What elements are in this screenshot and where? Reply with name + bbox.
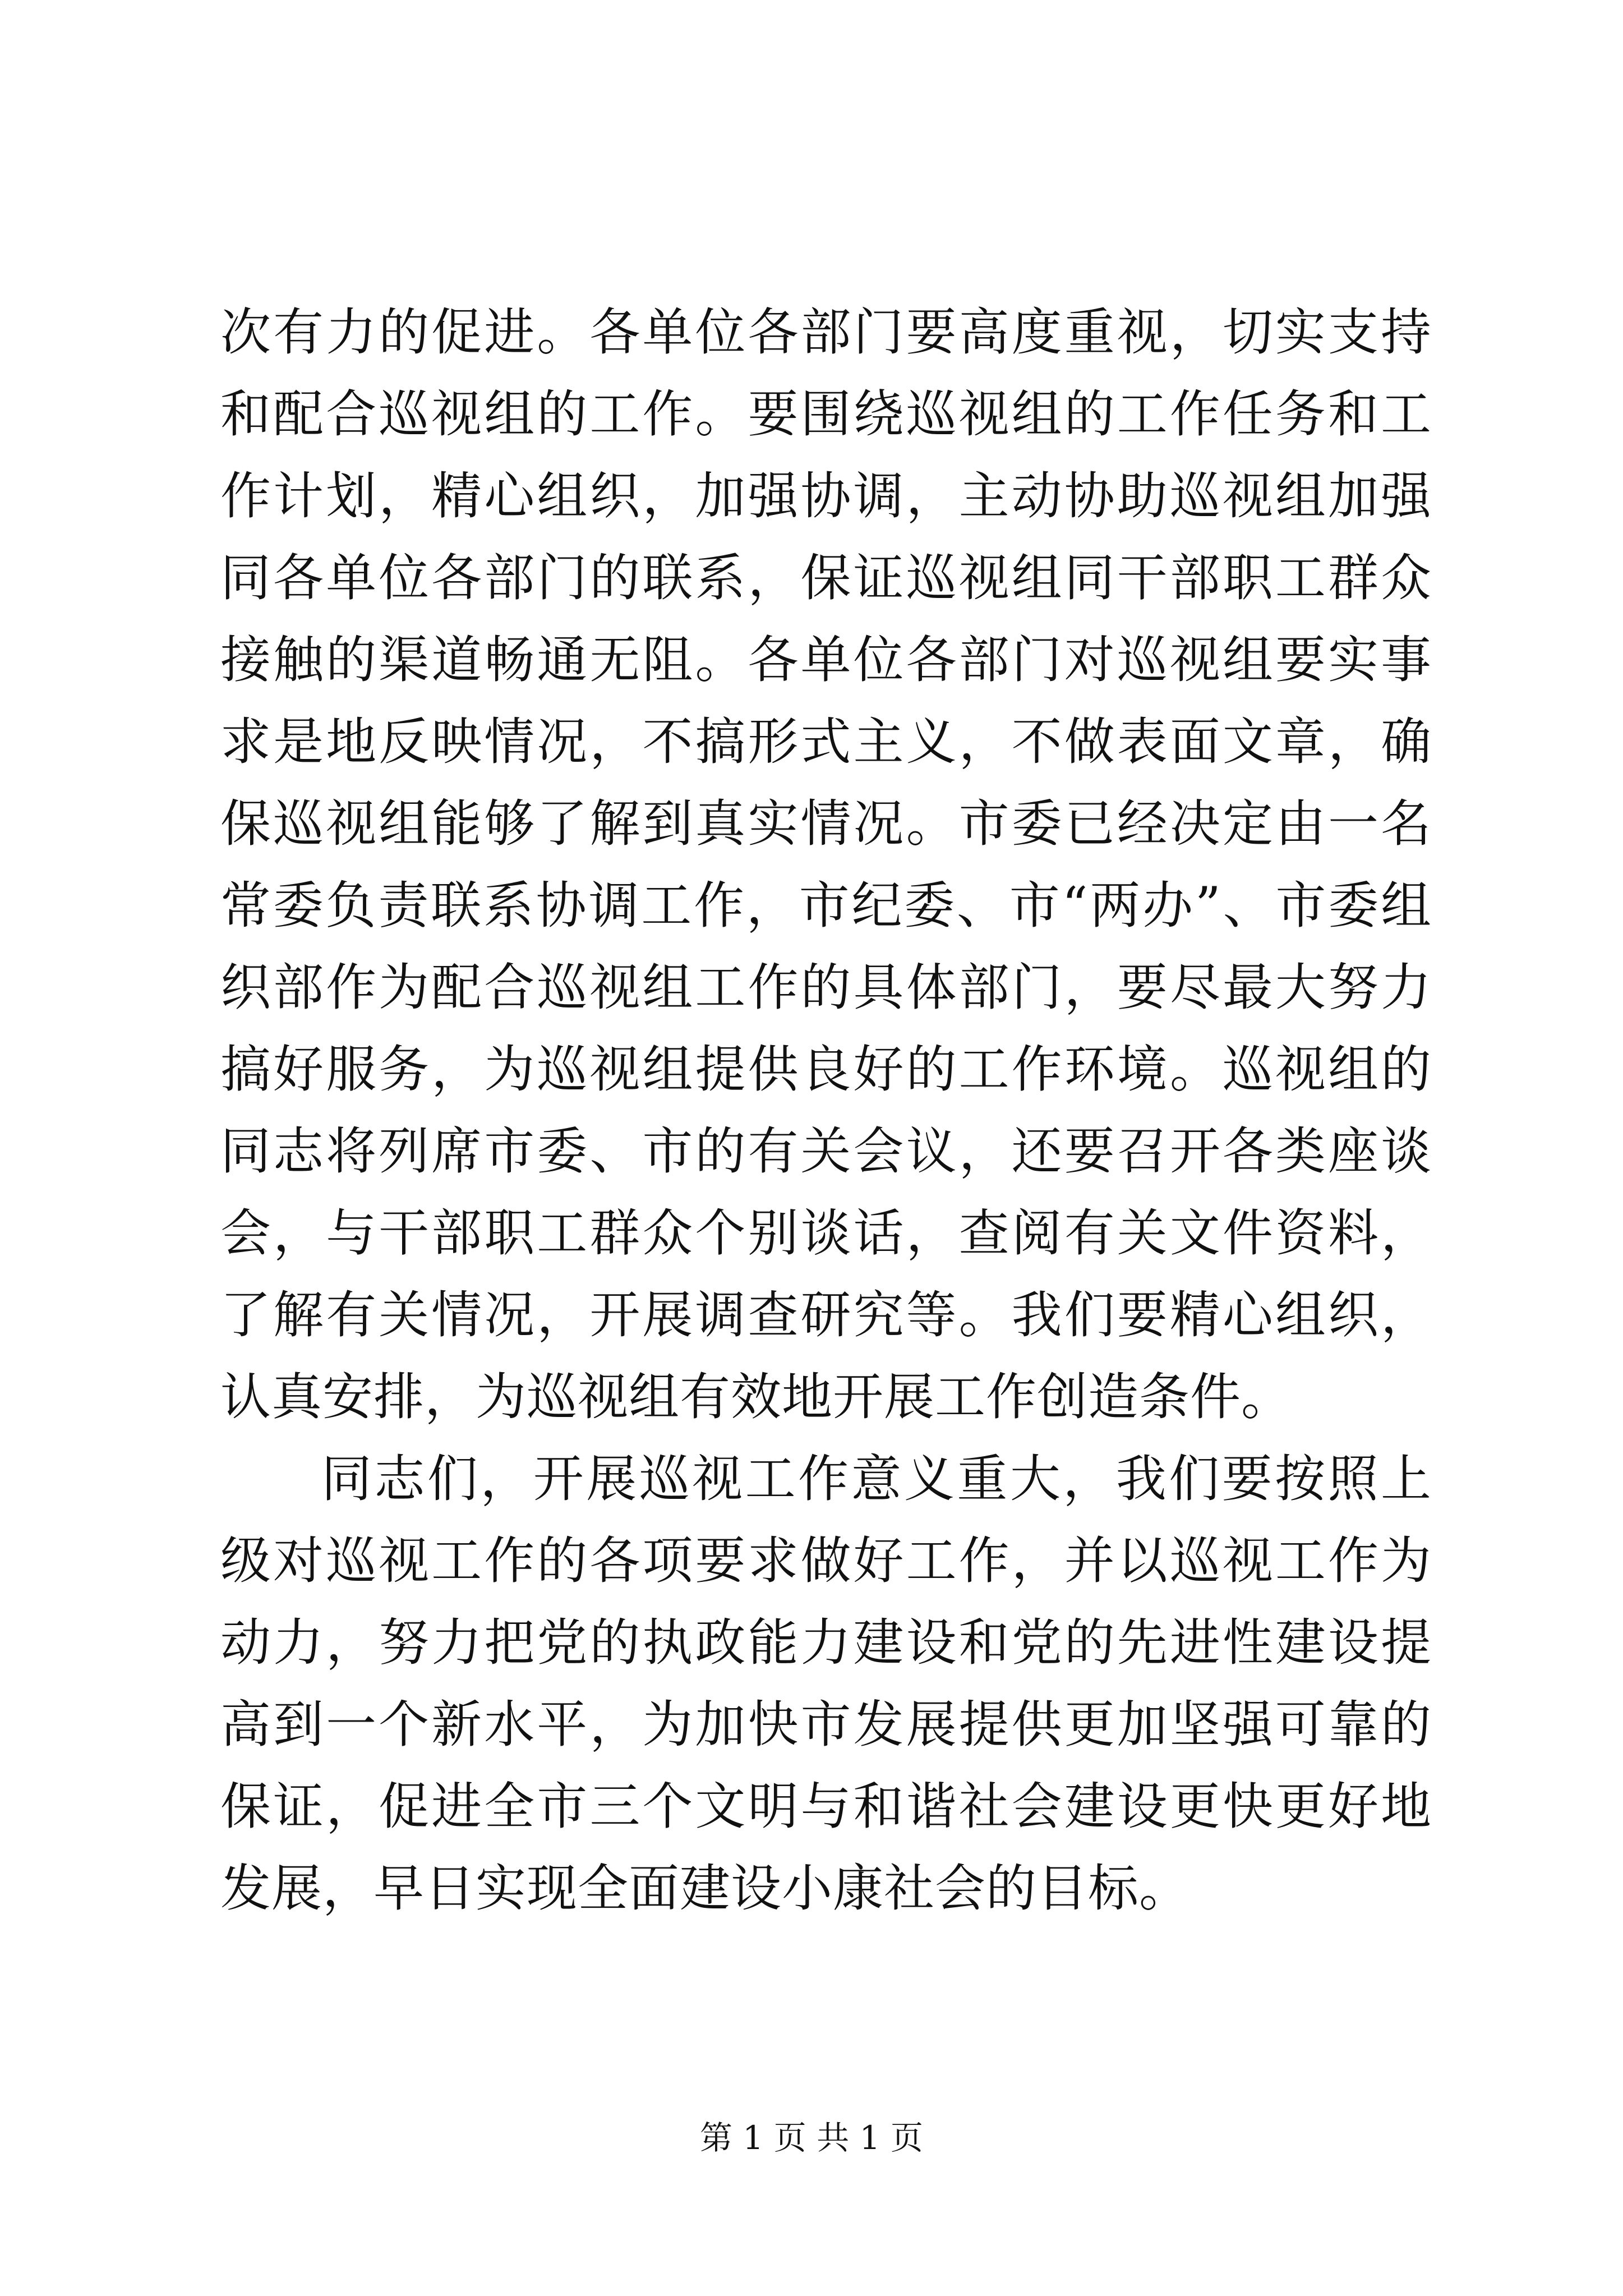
- document-body: [220, 292, 1432, 1930]
- paragraph-closing: 同志们，开展巡视工作意义重大，我们要按照上级对巡视工作的各项要求做好工作，并以巡视工作为动力，努力把党的执政能力建设和党的先进性建设提高到一个新水平，为加快市发展提供更加坚强可靠的保证，促进全市三个文明与和谐社会建设更快更好地发展，早日实现全面建设小康社会的目标。: [220, 1450, 1432, 1918]
- page-footer: 第 1 页 共 1 页: [700, 2119, 923, 2157]
- paragraph-continuation: 次有力的促进。各单位各部门要高度重视，切实支持和配合巡视组的工作。要围绕巡视组的工作任务和工作计划，精心组织，加强协调，主动协助巡视组加强同各单位各部门的联系，保证巡视组同干部职工群众接触的渠道畅通无阻。各单位各部门对巡视组要实事求是地反映情况，不搞形式主义，不做表面文章，确保巡视组能够了解到真实情况。市委已经决定由一名常委负责联系协调工作，市纪委、市“两办”、市委组织部作为配合巡视组工作的具体部门，要尽最大努力搞好服务，为巡视组提供良好的工作环境。巡视组的同志将列席市委、市的有关会议，还要召开各类座谈会，与干部职工群众个别谈话，查阅有关文件资料，了解有关情况，开展调查研究等。我们要精心组织，认真安排，为巡视组有效地开展工作创造条件。: [220, 303, 1432, 1427]
